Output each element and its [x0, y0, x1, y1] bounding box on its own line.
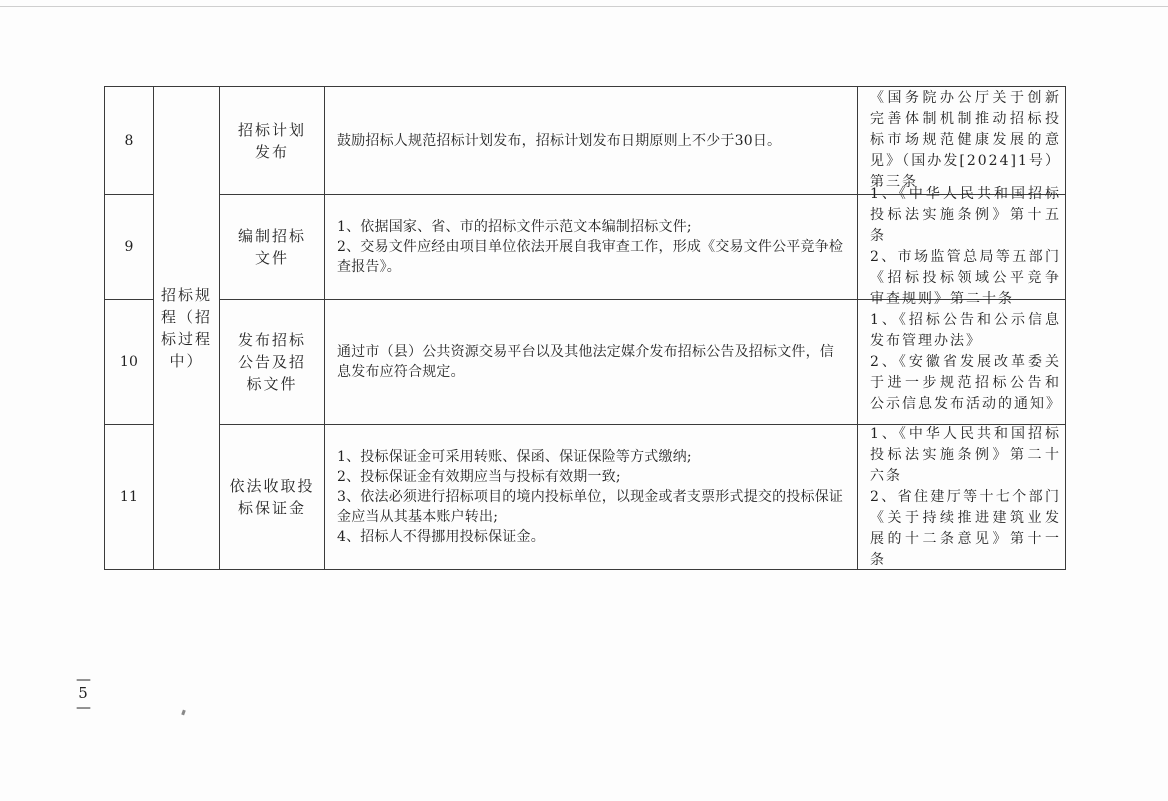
description-line: 2、投标保证金有效期应当与投标有效期一致;: [337, 469, 621, 485]
legal-basis-line: 2、省住建厅等十七个部门《关于持续推进建筑业发展的十二条意见》第十一条: [870, 488, 1061, 568]
row-number-cell: [105, 425, 153, 569]
legal-basis-line: 1、《中华人民共和国招标投标法实施条例》第二十六条: [870, 425, 1061, 484]
legal-basis-cell: [858, 300, 1065, 424]
legal-basis-cell: [858, 186, 1065, 307]
legal-basis-line: 2、市场监管总局等五部门《招标投标领域公平竞争审查规则》第二十条: [870, 249, 1061, 307]
description-line: 1、投标保证金可采用转账、保函、保证保险等方式缴纳;: [337, 449, 692, 465]
row-number-cell: [105, 195, 153, 299]
item-name: 招标计划发布: [237, 120, 306, 161]
item-cell: [220, 425, 324, 569]
item-name: 发布招标公告及招标文件: [237, 331, 306, 393]
row-number-cell: [105, 87, 153, 194]
legal-basis-line: 2、《安徽省发展改革委关于进一步规范招标公告和公示信息发布活动的通知》: [870, 353, 1062, 412]
item-name: 编制招标文件: [237, 227, 306, 267]
description-line: 1、依据国家、省、市的招标文件示范文本编制招标文件;: [337, 219, 692, 235]
scan-top-edge: [0, 6, 1168, 7]
legal-basis-line: 1、《中华人民共和国招标投标法实施条例》第十五条: [870, 186, 1061, 244]
row-number: 9: [124, 239, 134, 255]
page-number: —5—: [76, 670, 91, 716]
legal-basis-line: 《国务院办公厅关于创新完善体制机制推动招标投标市场规范健康发展的意见》（国办发[2024]1号）第三条: [870, 90, 1061, 190]
row-number: 8: [124, 132, 134, 149]
item-cell: [220, 87, 324, 194]
scan-mark: [181, 710, 186, 716]
description-line: 4、招标人不得挪用投标保证金。: [337, 529, 545, 545]
item-cell: [220, 195, 324, 299]
description-cell: [325, 425, 857, 569]
legal-basis-cell: [858, 425, 1065, 569]
legal-basis-cell: [858, 87, 1065, 194]
row-number: 11: [119, 489, 139, 505]
regulation-table: [104, 86, 1066, 570]
row-number: 10: [119, 354, 139, 370]
description-line: 鼓励招标人规范招标计划发布，招标计划发布日期原则上不少于30日。: [337, 132, 782, 149]
description-line: 3、依法必须进行招标项目的境内投标单位，以现金或者支票形式提交的投标保证金应当从其基本账户转出;: [337, 489, 844, 525]
legal-basis-line: 1、《招标公告和公示信息发布管理办法》: [870, 311, 1061, 349]
description-cell: [325, 300, 857, 424]
description-cell: [325, 87, 857, 194]
stage-cell: [154, 87, 219, 569]
row-number-cell: [105, 300, 153, 424]
description-line: 2、交易文件应经由项目单位依法开展自我审查工作，形成《交易文件公平竞争检查报告》。: [337, 239, 844, 275]
stage-label: 招标规程（招标过程中）: [160, 286, 212, 370]
description-cell: [325, 195, 857, 299]
item-name: 依法收取投标保证金: [229, 477, 315, 517]
item-cell: [220, 300, 324, 424]
description-line: 通过市（县）公共资源交易平台以及其他法定媒介发布招标公告及招标文件，信息发布应符合规定。: [337, 344, 834, 380]
